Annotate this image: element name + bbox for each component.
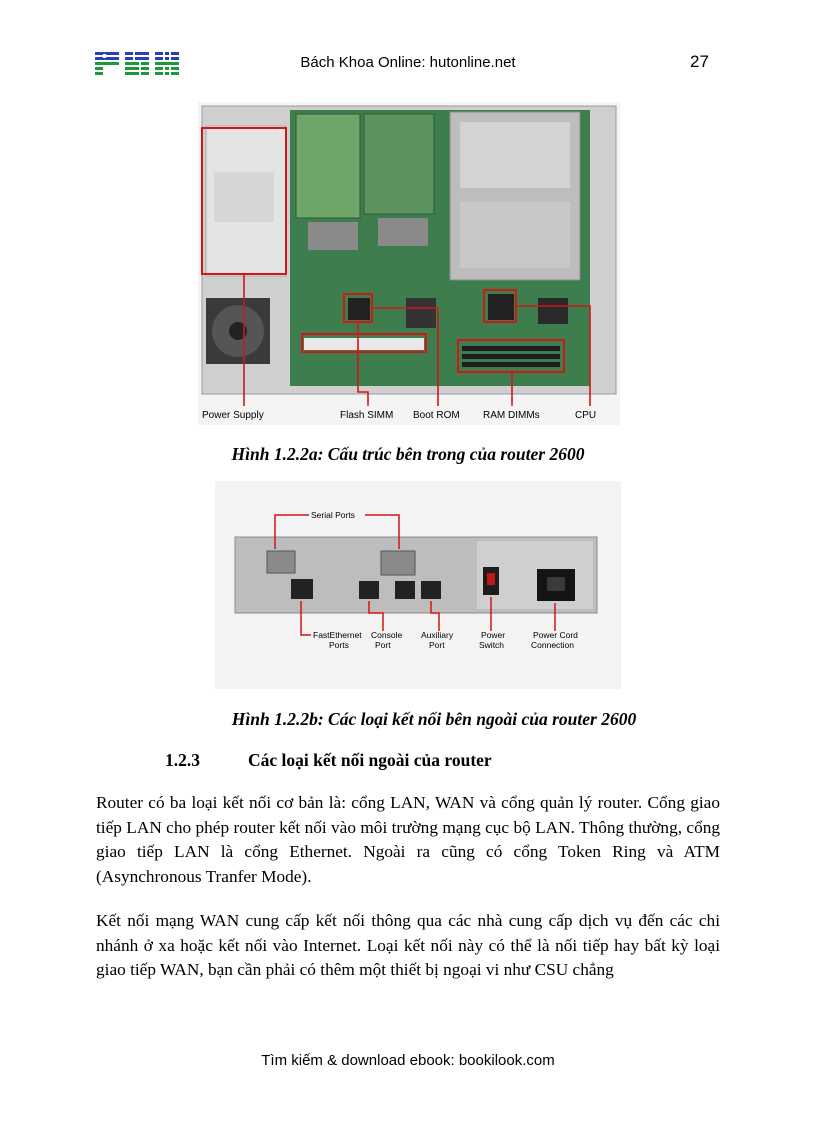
power-switch-label: Power — [481, 630, 506, 640]
ram-dimms-label: RAM DIMMs — [483, 410, 540, 421]
serial-ports-label: Serial Ports — [311, 510, 355, 520]
console-label: Console — [371, 630, 403, 640]
router-internal-figure — [198, 102, 620, 425]
fastethernet-label: FastEthernet — [313, 630, 362, 640]
boot-rom-label: Boot ROM — [413, 410, 460, 421]
cpu-label: CPU — [575, 410, 597, 421]
section-number: 1.2.3 — [165, 750, 200, 770]
paragraph-2: Kết nối mạng WAN cung cấp kết nối thông qua các nhà cung cấp dịch vụ đến các chi nhánh ở xa hoặc kết nối vào Internet. Loại kết nối này có thể là nối tiếp hay bất kỳ loại giao tiếp WAN, bạn cần phải có thêm một thiết bị ngoại vi như CSU chẳng — [96, 911, 720, 979]
page-number: 27 — [690, 52, 709, 71]
power-cord-connection-label: Connection — [531, 640, 575, 650]
router-external-figure — [215, 481, 621, 689]
power-switch-sub-label: Switch — [479, 640, 505, 650]
figure1-caption: Hình 1.2.2a: Cấu trúc bên trong của router 2600 — [231, 444, 585, 464]
flash-simm-label: Flash SIMM — [340, 410, 394, 421]
fastethernet-ports-label: Ports — [329, 640, 349, 650]
footer-text: Tìm kiếm & download ebook: bookilook.com — [261, 1052, 555, 1069]
header-title: Bách Khoa Online: hutonline.net — [300, 54, 516, 71]
paragraph-1: Router có ba loại kết nối cơ bản là: cổng LAN, WAN và cổng quản lý router. Cổng giao tiếp LAN cho phép router kết nối vào môi trường mạng cục bộ LAN. Thông thường, cổng giao tiếp LAN là cổng Ethernet. Ngoài ra cũng có cổng Token Ring và ATM (Asynchronous Tranfer Mode). — [96, 793, 720, 886]
power-supply-label: Power Supply — [202, 410, 264, 421]
auxiliary-label: Auxiliary — [421, 630, 454, 640]
console-port-label: Port — [375, 640, 391, 650]
section-title: Các loại kết nối ngoài của router — [248, 750, 492, 770]
auxiliary-port-label: Port — [429, 640, 445, 650]
power-cord-label: Power Cord — [533, 630, 578, 640]
figure2-caption: Hình 1.2.2b: Các loại kết nối bên ngoài của router 2600 — [231, 709, 637, 729]
